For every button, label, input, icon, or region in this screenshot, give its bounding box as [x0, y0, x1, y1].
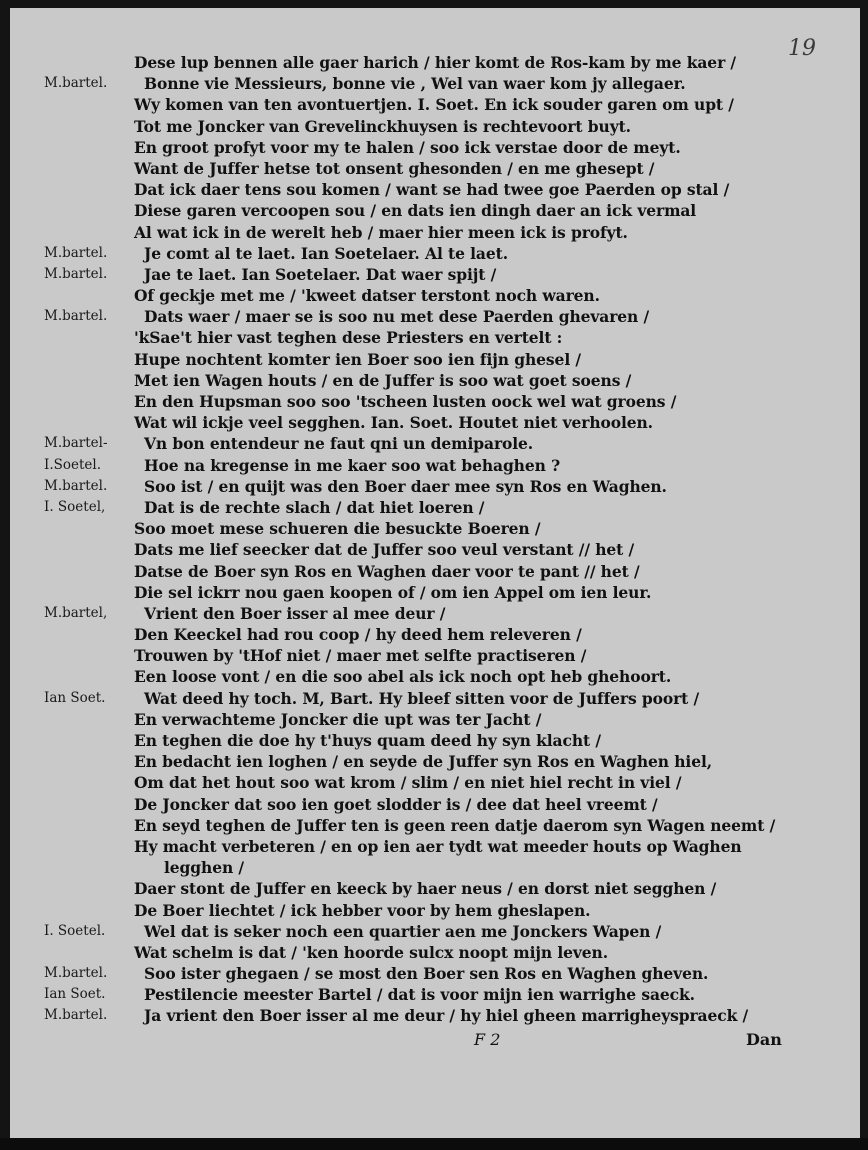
line-text: legghen /: [164, 858, 244, 878]
verse-line: [44, 200, 820, 221]
verse-line: [44, 264, 820, 285]
verse-line: [44, 624, 820, 645]
speaker-label: M.bartel.: [44, 477, 108, 494]
line-text: Dese lup bennen alle gaer harich / hier komt de Ros-kam by me kaer /: [134, 53, 736, 72]
speaker-label: M.bartel.: [44, 1007, 108, 1024]
verse-line: [44, 455, 820, 476]
verse-line: [44, 433, 820, 454]
verse-line: [44, 158, 820, 179]
verse-line: [44, 391, 820, 412]
speaker-label: Ian Soet.: [44, 689, 106, 706]
verse-line: [44, 984, 820, 1005]
verse-line: [44, 561, 820, 582]
dialogue-text: [44, 52, 820, 1053]
line-text: Vn bon entendeur ne faut qni un demiparole.: [144, 434, 534, 454]
verse-line: [44, 73, 820, 94]
line-text: Wy komen van ten avontuertjen. I. Soet. En ick souder garen om upt /: [134, 95, 734, 115]
verse-line: [44, 645, 820, 666]
speaker-label: M.bartel-: [44, 435, 108, 452]
verse-line: [44, 942, 820, 963]
verse-line: [44, 878, 820, 899]
line-text: Die sel ickrr nou gaen koopen of / om ien Appel om ien leur.: [134, 582, 652, 602]
line-text: Jae te laet. Ian Soetelaer. Dat waer spijt /: [144, 264, 497, 284]
line-text: De Joncker dat soo ien goet slodder is / dee dat heel vreemt /: [134, 794, 658, 814]
line-text: 'kSae't hier vast teghen dese Priesters en vertelt :: [134, 328, 563, 348]
scan-bottom-edge: [0, 1138, 868, 1150]
catchword: Dan: [746, 1029, 782, 1049]
line-text: Pestilencie meester Bartel / dat is voor mijn ien warrighe saeck.: [144, 985, 695, 1005]
line-text: En seyd teghen de Juffer ten is geen reen datje daerom syn Wagen neemt /: [134, 815, 776, 835]
book-page: [10, 8, 860, 1138]
speaker-label: M.bartel.: [44, 244, 108, 261]
line-text: De Boer liechtet / ick hebber voor by hem gheslapen.: [134, 900, 591, 920]
line-text: Want de Juffer hetse tot onsent ghesonden / en me ghesept /: [134, 158, 655, 178]
verse-line: [44, 518, 820, 539]
verse-line: [44, 370, 820, 391]
line-text: Bonne vie Messieurs, bonne vie , Wel van waer kom jy allegaer.: [144, 74, 686, 94]
verse-line: [44, 497, 820, 518]
verse-line: [44, 751, 820, 772]
line-text: Je comt al te laet. Ian Soetelaer. Al te laet.: [144, 243, 508, 263]
line-text: Wel dat is seker noch een quartier aen me Jonckers Wapen /: [144, 921, 662, 941]
verse-line: [44, 94, 820, 115]
page-footer-line: [44, 1027, 820, 1053]
verse-line: [44, 666, 820, 687]
verse-line: [44, 603, 820, 624]
verse-line: [44, 921, 820, 942]
speaker-label: M.bartel.: [44, 965, 108, 982]
verse-line: [44, 306, 820, 327]
line-text: Soo moet mese schueren die besuckte Boeren /: [134, 519, 541, 539]
verse-line: [44, 179, 820, 200]
line-text: En teghen die doe hy t'huys quam deed hy syn klacht /: [134, 731, 601, 750]
verse-line: [44, 1005, 820, 1026]
verse-line: [44, 688, 820, 709]
line-text: Een loose vont / en die soo abel als ick noch opt heb ghehoort.: [134, 667, 672, 687]
verse-line: [44, 836, 820, 857]
speaker-label: M.bartel,: [44, 604, 108, 621]
line-text: Hy macht verbeteren / en op ien aer tydt wat meeder houts op Waghen: [134, 836, 742, 856]
verse-line: [44, 857, 820, 878]
line-text: Daer stont de Juffer en keeck by haer neus / en dorst niet segghen /: [134, 879, 717, 899]
verse-line: [44, 243, 820, 264]
line-text: Ja vrient den Boer isser al me deur / hy hiel gheen marrigheyspraeck /: [144, 1006, 749, 1026]
verse-line: [44, 582, 820, 603]
speaker-label: I.Soetel.: [44, 456, 102, 473]
speaker-label: M.bartel.: [44, 265, 108, 282]
speaker-label: I. Soetel,: [44, 498, 106, 515]
line-text: Om dat het hout soo wat krom / slim / en niet hiel recht in viel /: [134, 773, 682, 793]
line-text: Diese garen vercoopen sou / en dats ien dingh daer an ick vermal: [134, 201, 697, 221]
line-text: Wat schelm is dat / 'ken hoorde sulcx noopt mijn leven.: [134, 942, 609, 962]
verse-line: [44, 963, 820, 984]
folio-number: 19: [788, 36, 816, 61]
line-text: Vrient den Boer isser al mee deur /: [144, 603, 446, 623]
line-text: Tot me Joncker van Grevelinckhuysen is rechtevoort buyt.: [134, 116, 631, 136]
verse-line: [44, 116, 820, 137]
speaker-label: Ian Soet.: [44, 986, 106, 1003]
line-text: Soo ister ghegaen / se most den Boer sen Ros en Waghen gheven.: [144, 964, 709, 984]
line-text: Al wat ick in de werelt heb / maer hier meen ick is profyt.: [134, 222, 628, 242]
verse-line: [44, 412, 820, 433]
verse-line: [44, 349, 820, 370]
speaker-label: M.bartel.: [44, 75, 108, 92]
line-text: En den Hupsman soo soo 'tscheen lusten oock wel wat groens /: [134, 392, 677, 411]
line-text: Dat ick daer tens sou komen / want se had twee goe Paerden op stal /: [134, 180, 730, 200]
line-text: Of geckje met me / 'kweet datser terstont noch waren.: [134, 286, 600, 306]
line-text: Den Keeckel had rou coop / hy deed hem releveren /: [134, 625, 582, 645]
line-text: En verwachteme Joncker die upt was ter Jacht /: [134, 709, 542, 729]
line-text: Wat deed hy toch. M, Bart. Hy bleef sitten voor de Juffers poort /: [144, 688, 700, 708]
line-text: En bedacht ien loghen / en seyde de Juffer syn Ros en Waghen hiel,: [134, 752, 713, 772]
verse-line: [44, 815, 820, 836]
line-text: Soo ist / en quijt was den Boer daer mee syn Ros en Waghen.: [144, 476, 667, 496]
line-text: Dats me lief seecker dat de Juffer soo veul verstant // het /: [134, 540, 635, 560]
verse-line: [44, 222, 820, 243]
line-text: Hupe nochtent komter ien Boer soo ien fijn ghesel /: [134, 349, 581, 369]
verse-line: [44, 327, 820, 348]
verse-line: [44, 730, 820, 751]
line-text: Dat is de rechte slach / dat hiet loeren /: [144, 497, 485, 517]
line-text: Wat wil ickje veel segghen. Ian. Soet. Houtet niet verhoolen.: [134, 413, 653, 433]
verse-line: [44, 476, 820, 497]
speaker-label: I. Soetel.: [44, 922, 106, 939]
verse-line: [44, 900, 820, 921]
line-text: Met ien Wagen houts / en de Juffer is soo wat goet soens /: [134, 370, 632, 390]
verse-line: [44, 794, 820, 815]
line-text: En groot profyt voor my te halen / soo ick verstae door de meyt.: [134, 137, 681, 157]
signature-mark: F 2: [474, 1029, 501, 1049]
verse-line: [44, 772, 820, 793]
verse-line: [44, 137, 820, 158]
verse-line: [44, 709, 820, 730]
line-text: Datse de Boer syn Ros en Waghen daer voor te pant // het /: [134, 561, 640, 581]
speaker-label: M.bartel.: [44, 308, 108, 325]
line-text: Dats waer / maer se is soo nu met dese Paerden ghevaren /: [144, 307, 650, 327]
verse-line: [44, 52, 820, 73]
verse-line: [44, 285, 820, 306]
verse-line: [44, 539, 820, 560]
line-text: Hoe na kregense in me kaer soo wat behaghen ?: [144, 455, 561, 475]
line-text: Trouwen by 'tHof niet / maer met selfte practiseren /: [134, 646, 587, 666]
